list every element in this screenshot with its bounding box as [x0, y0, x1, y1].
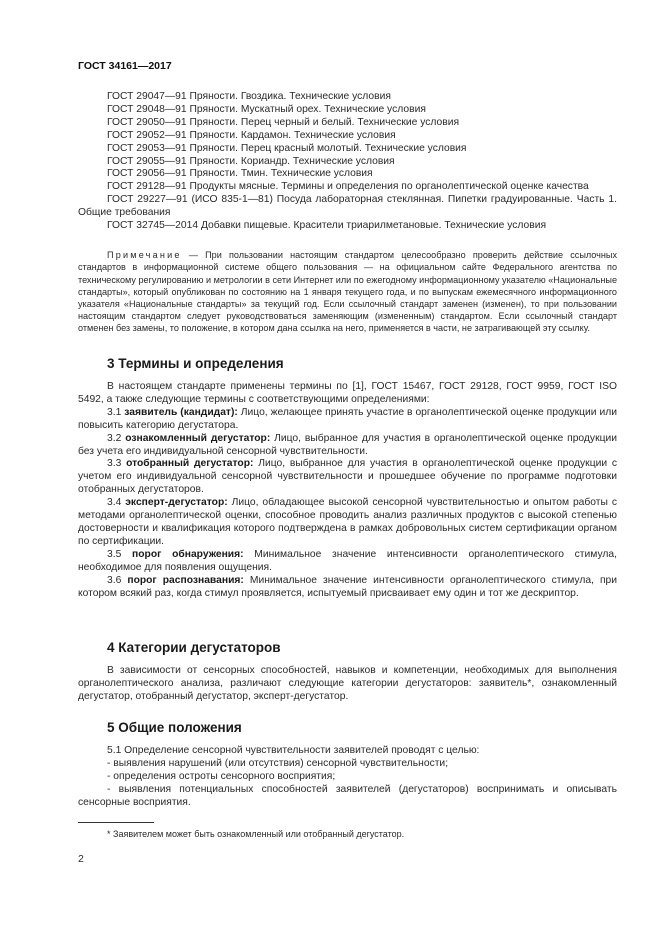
reference-item: ГОСТ 29050—91 Пряности. Перец черный и белый. Технические условия — [107, 116, 460, 128]
reference-item: ГОСТ 32745—2014 Добавки пищевые. Красители триарилметановые. Технические условия — [107, 220, 547, 232]
term-number: 3.6 — [107, 574, 128, 586]
reference-item: ГОСТ 29055—91 Пряности. Кориандр. Технические условия — [107, 155, 395, 167]
page-number: 2 — [78, 853, 84, 865]
section-3-title: 3 Термины и определения — [107, 356, 284, 371]
note-paragraph — [78, 249, 617, 334]
term-number: 3.3 — [107, 458, 127, 470]
term-name: порог обнаружения: — [132, 548, 244, 560]
term-name: ознакомленный дегустатор: — [125, 432, 271, 444]
term-number: 3.4 — [107, 497, 126, 509]
note-text: — При пользовании настоящим стандартом целесообразно проверить действие ссылочных стандартов в информационной системе общего пользования — на официальном сайте Федерального агентства по техническому регулированию и метрологии в сети Интернет или по ежегодному информационному указателю «Национальные стандарты», который опубликован по состоянию на 1 января текущего года, и по выпускам ежемесячного информационного указателя «Национальные стандарты» за текущий год. Если ссылочный стандарт заменен (изменен), то при пользовании настоящим стандартом следует руководствоваться заменяющим (измененным) стандартом. Если ссылочный стандарт отменен без замены, то положение, в котором дана ссылка на него, применяется в части, не затрагивающей эту ссылку. — [78, 250, 618, 334]
reference-list — [78, 91, 617, 233]
section-5-body — [78, 745, 617, 810]
section-5-item: - определения остроты сенсорного восприятия; — [107, 770, 336, 782]
section-4-text: В зависимости от сенсорных способностей, навыков и компетенции, необходимых для выполнения органолептического анализа, различают следующие категории дегустаторов: заявитель*, ознакомленный дегустатор, отобранный дегустатор, эксперт-дегустатор. — [78, 665, 617, 702]
term-3-4 — [78, 497, 617, 549]
section-4-title: 4 Категории дегустаторов — [107, 640, 281, 655]
reference-item: ГОСТ 29128—91 Продукты мясные. Термины и определения по органолептической оценке качества — [107, 181, 589, 193]
term-definition: Лицо, выбранное для участия в органолептической оценке продукции без учета его индивидуальной сенсорной чувствительности. — [78, 432, 617, 457]
reference-item: ГОСТ 29052—91 Пряности. Кардамон. Технические условия — [107, 129, 396, 141]
term-definition: Лицо, желающее принять участие в органолептической оценке продукции или повысить категорию дегустатора. — [78, 406, 617, 431]
term-name: порог распознавания: — [127, 574, 244, 586]
term-name: отобранный дегустатор: — [126, 458, 254, 470]
term-definition: Лицо, выбранное для участия в органолептической оценке продукции с учетом его индивидуальной сенсорной чувствительности и прошедшее обучение по программе подготовки отобранных дегустаторов. — [78, 458, 617, 496]
reference-item: ГОСТ 29047—91 Пряности. Гвоздика. Технические условия — [107, 91, 391, 102]
section-5-item: - выявления нарушений (или отсутствия) сенсорной чувствительности; — [107, 757, 449, 769]
reference-item: ГОСТ 29227—91 (ИСО 835-1—81) Посуда лабораторная стеклянная. Пипетки градуированные. Часть 1. Общие требования — [78, 194, 617, 219]
section-3-intro: В настоящем стандарте применены термины по [1], ГОСТ 15467, ГОСТ 29128, ГОСТ 9959, ГОСТ ISO 5492, а также следующие термины с соответствующими определениями: — [78, 381, 617, 405]
reference-item: ГОСТ 29053—91 Пряности. Перец красный молотый. Технические условия — [107, 142, 467, 154]
section-3-body — [78, 381, 617, 600]
footnote: * Заявителем может быть ознакомленный или отобранный дегустатор. — [107, 829, 405, 839]
reference-item: ГОСТ 29048—91 Пряности. Мускатный орех. Технические условия — [107, 103, 426, 115]
term-definition: Минимальное значение интенсивности органолептического стимула, необходимое для появления ощущения. — [78, 548, 617, 573]
section-5-item: 5.1 Определение сенсорной чувствительности заявителей проводят с целью: — [107, 745, 480, 756]
footnote-divider — [78, 822, 154, 823]
term-number: 3.2 — [107, 432, 126, 444]
reference-item: ГОСТ 29056—91 Пряности. Тмин. Технические условия — [107, 168, 373, 180]
term-number: 3.5 — [107, 548, 133, 560]
term-name: заявитель (кандидат): — [124, 406, 238, 418]
term-3-2 — [78, 433, 617, 459]
note-label: Примечание — [107, 250, 182, 261]
section-5-item: - выявления потенциальных способностей заявителей (дегустаторов) воспринимать и описывать сенсорные восприятия. — [78, 783, 617, 808]
term-3-6 — [78, 575, 617, 601]
term-3-3 — [78, 458, 617, 497]
term-definition: Минимальное значение интенсивности органолептического стимула, при котором всякий раз, когда стимул проявляется, испытуемый присваивает ему один и тот же дескриптор. — [78, 574, 617, 599]
section-4-body — [78, 665, 617, 704]
section-5-title: 5 Общие положения — [107, 720, 242, 735]
term-name: эксперт-дегустатор: — [125, 497, 228, 509]
document-header: ГОСТ 34161—2017 — [78, 60, 172, 72]
term-3-5 — [78, 549, 617, 575]
term-definition: Лицо, обладающее высокой сенсорной чувствительностью и опытом работы с методами органолептической оценки, способное проводить анализ различных продуктов с высокой степенью достоверности и квалификация которого подтверждена в рамках добровольных систем сертификации органом по сертификации. — [78, 497, 617, 547]
term-3-1 — [78, 407, 617, 433]
term-number: 3.1 — [107, 406, 125, 418]
